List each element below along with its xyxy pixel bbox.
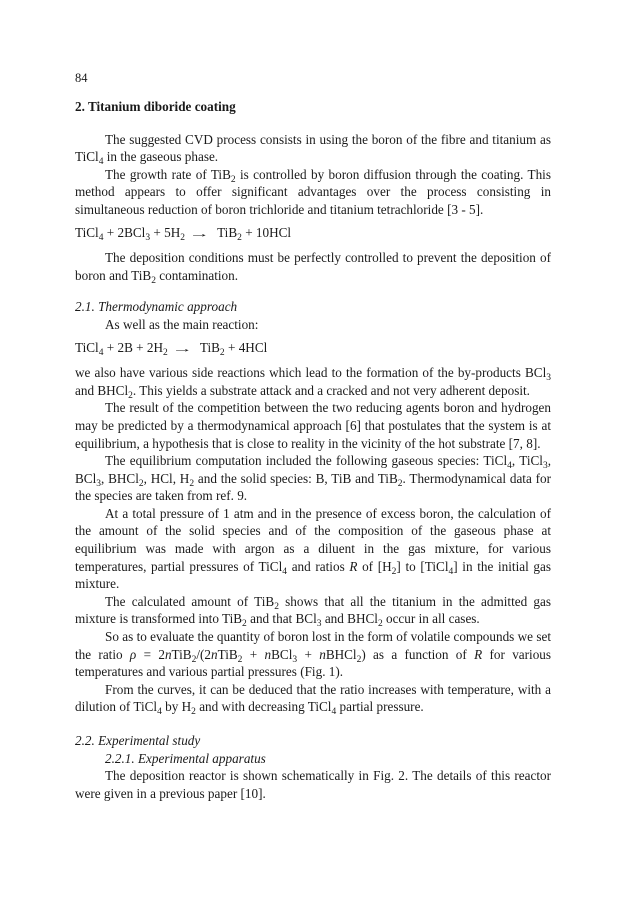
paragraph: At a total pressure of 1 atm and in the presence of excess boron, the calculation of the amount of the solid species and of the composition of the gaseous phase at equilibrium was made with argon as a diluent in the gas mixture, for various temperatures, partial pressures of TiCl$_4$ and ratios R of $[H_2]$ to [TiCl$_4$] in the initial gas mixture. [75, 505, 552, 592]
paragraph: The suggested CVD process consists in using the boron of the fibre and titanium as TiCl$_4$ in the gaseous phase. [75, 131, 551, 168]
paragraph: The deposition conditions must be perfectly controlled to prevent the deposition of boron and TiB$_2$ contamination. [75, 250, 551, 286]
page-number: 84 [75, 71, 88, 85]
paragraph: we also have various side reactions which lead to the formation of the by-products BCl$_3$ and BHCl$_2$. This yields a substrate attack and a cracked and not very adherent deposit. [75, 365, 551, 401]
paragraph: The growth rate of TiB$_2$ is controlled by boron diffusion through the coating. This method appears to offer significant advantages over the process consisting in simultaneous reduction of boron trichloride and titanium tetrachloride [3 - 5]. [75, 166, 551, 217]
paragraph: The deposition reactor is shown schematically in Fig. 2. The details of this reactor were given in a previous paper [10]. [75, 768, 551, 801]
equation-1: TiCl$_4$ + $2BCl_3 + 5H_2 \to TiB_2 + 10HCl$ [75, 224, 292, 243]
text-column [75, 98, 551, 802]
paragraph: So as to evaluate the quantity of boron lost in the form of volatile compounds we set the ratio ρ = 2nTiB$_2$/(2nTiB$_2$ + nBCl$_3$ + nBHCl$_2$) as a function of R for various temperatures and various partial pressures (Fig. 1). [75, 629, 552, 680]
paragraph: The calculated amount of TiB$_2$ shows that all the titanium in the admitted gas mixture is transformed into TiB$_2$ and that BCl$_3$ and BHCl$_2$ occur in all cases. [75, 593, 551, 630]
section-heading: 2. Titanium diboride coating [75, 99, 236, 114]
subsection-heading: 2.1. Thermodynamic approach [75, 299, 238, 315]
subsubsection-heading: 2.2.1. Experimental apparatus [105, 750, 266, 766]
paragraph: The equilibrium computation included the following gaseous species: TiCl$_4$, TiCl$_3$, BCl$_3$, BHCl$_2$, HCl, $H_2$ and the solid species: B, TiB and TiB$_2$. Thermodynamical data for the species are taken from ref. 9. [75, 453, 551, 504]
subsection-heading: 2.2. Experimental study [75, 733, 201, 748]
paragraph: As well as the main reaction: [105, 316, 259, 332]
paragraph: From the curves, it can be deduced that the ratio increases with temperature, with a dilution of TiCl$_4$ by $H_2$ and with decreasing TiCl$_4$ partial pressure. [75, 681, 551, 718]
equation-2: TiCl$_4$ + $2B + 2H_2 \to TiB_2 + 4HCl$ [75, 339, 268, 358]
reaction-arrow: → [189, 227, 210, 240]
reaction-arrow: → [171, 342, 193, 355]
paragraph: The result of the competition between the two reducing agents boron and hydrogen may be predicted by a thermodynamical approach [6] that postulates that the system is at equilibrium, a hypothesis that is close to reality in the vicinity of the hot substrate [7, 8]. [75, 400, 551, 451]
